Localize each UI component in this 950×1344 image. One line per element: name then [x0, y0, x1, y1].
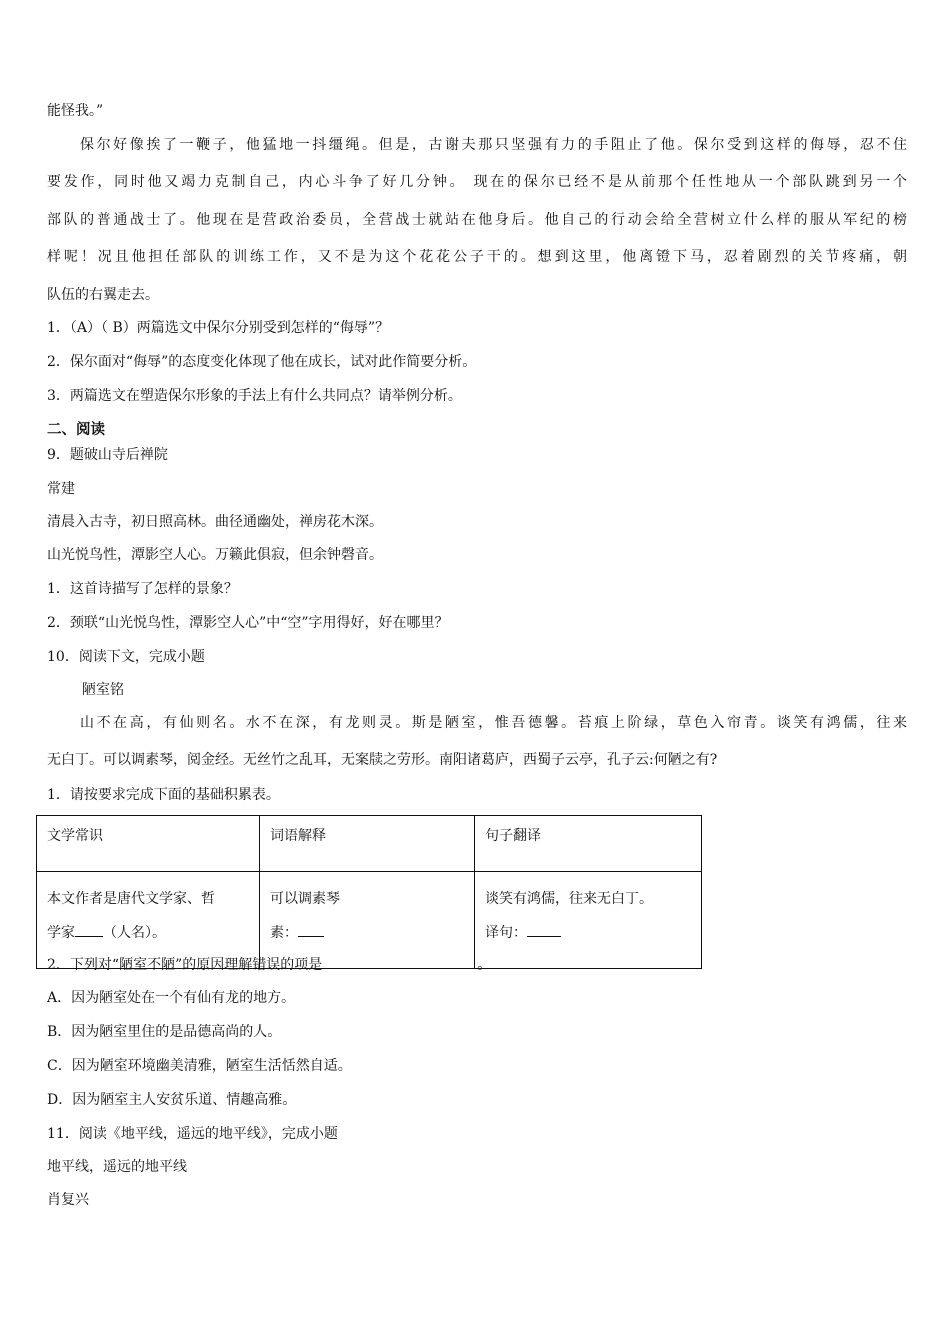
work-title: 地平线，遥远的地平线	[47, 1159, 187, 1175]
option-a: A．因为陋室处在一个有仙有龙的地方。	[47, 990, 296, 1006]
poem-line: 清晨入古寺，初日照高林。曲径通幽处，禅房花木深。	[47, 514, 383, 530]
question-title: 9．题破山寺后禅院	[47, 447, 168, 463]
passage-line: 样呢！况且他担任部队的训练工作，又不是为这个花花公子干的。想到这里，他离镫下马，忍着剧烈的关节疼痛，朝	[47, 249, 907, 265]
cell-text: （人名）。	[103, 925, 166, 941]
cell-text: 译句：	[485, 925, 527, 941]
passage-line: 要发作，同时他又竭力克制自己，内心斗争了好几分钟。 现在的保尔已经不是从前那个任性地从一个部队跳到另一个	[47, 174, 907, 190]
passage-line: 部队的普通战士了。他现在是营政治委员，全营战士就站在他身后。他自己的行动会给全营树立什么样的服从军纪的榜	[47, 212, 907, 228]
author-answer-blank[interactable]	[75, 922, 103, 937]
accumulation-table	[36, 815, 702, 969]
translation-answer-blank[interactable]	[527, 922, 561, 937]
question-text: 。	[477, 957, 492, 973]
question-item: 1．请按要求完成下面的基础积累表。	[47, 787, 280, 803]
word-answer-blank[interactable]	[298, 922, 324, 937]
cell-text: 可以调素琴	[270, 891, 340, 907]
question-item: 1．（A）（ B）两篇选文中保尔分别受到怎样的“侮辱”？	[47, 320, 390, 336]
essay-line: 山不在高，有仙则名。水不在深，有龙则灵。斯是陋室，惟吾德馨。苔痕上阶绿，草色入帘青。谈笑有鸿儒，往来	[80, 715, 907, 731]
section-heading: 二、阅读	[47, 422, 105, 438]
table-header-cell: 句子翻译	[475, 816, 702, 872]
question-text: 2．下列对“陋室不陋”的原因理解错误的项是	[47, 957, 323, 973]
passage-line: 能怪我。”	[47, 103, 104, 119]
option-c: C．因为陋室环境幽美清雅，陋室生活恬然自适。	[47, 1058, 352, 1074]
passage-line: 保尔好像挨了一鞭子，他猛地一抖缰绳。但是，古谢夫那只坚强有力的手阻止了他。保尔受到这样的侮辱，忍不住	[80, 137, 907, 153]
option-d: D．因为陋室主人安贫乐道、情趣高雅。	[47, 1092, 297, 1108]
work-author: 肖复兴	[47, 1192, 89, 1208]
cell-text: 谈笑有鸿儒，往来无白丁。	[485, 891, 653, 907]
table-header-cell: 文学常识	[37, 816, 260, 872]
choice-answer-blank[interactable]	[322, 954, 477, 969]
cell-text: 学家	[47, 925, 75, 941]
cell-text: 素：	[270, 925, 298, 941]
question-item: 2．保尔面对“侮辱”的态度变化体现了他在成长，试对此作简要分析。	[47, 354, 477, 370]
question-item: 3．两篇选文在塑造保尔形象的手法上有什么共同点？请举例分析。	[47, 388, 462, 404]
cell-text: 本文作者是唐代文学家、哲	[47, 891, 215, 907]
table-header-row	[37, 816, 702, 872]
option-b: B．因为陋室里住的是品德高尚的人。	[47, 1024, 282, 1040]
question-title: 10．阅读下文，完成小题	[47, 649, 205, 665]
essay-title: 陋室铭	[82, 682, 124, 698]
essay-line: 无白丁。可以调素琴，阅金经。无丝竹之乱耳，无案牍之劳形。南阳诸葛庐，西蜀子云亭，孔子云:何陋之有?	[47, 752, 718, 768]
poem-author: 常建	[47, 481, 75, 497]
passage-line: 队伍的右翼走去。	[47, 287, 159, 303]
poem-line: 山光悦鸟性，潭影空人心。万籁此俱寂，但余钟磬音。	[47, 547, 383, 563]
table-header-cell: 词语解释	[260, 816, 475, 872]
question-title: 11．阅读《地平线，遥远的地平线》，完成小题	[47, 1126, 338, 1142]
question-item: 1．这首诗描写了怎样的景象？	[47, 581, 238, 597]
question-item: 2．颈联“山光悦鸟性，潭影空人心”中“空”字用得好，好在哪里？	[47, 615, 449, 631]
question-item	[47, 954, 907, 975]
